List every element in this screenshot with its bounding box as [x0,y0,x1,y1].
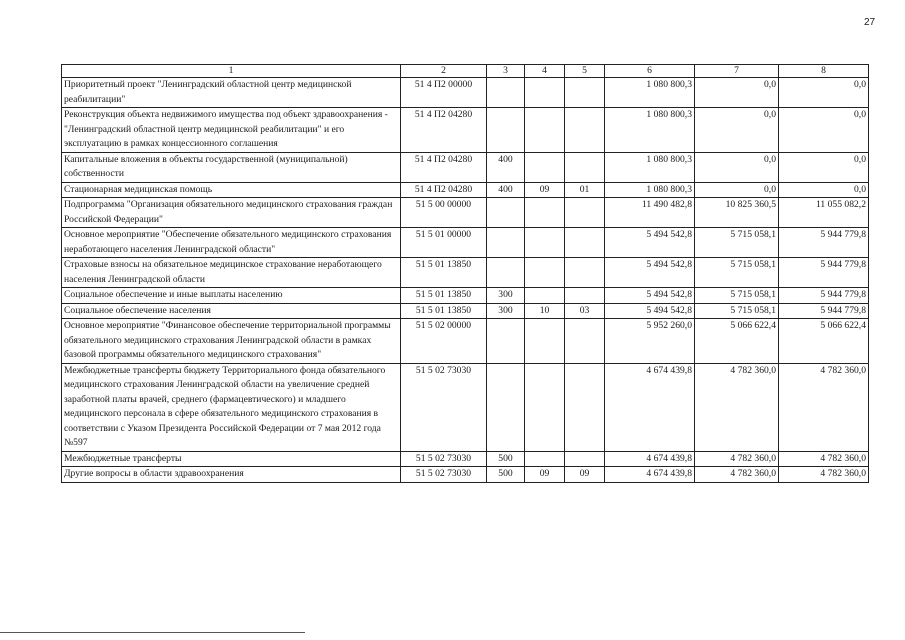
row-rz: 10 [525,303,565,319]
row-amount-year2: 4 782 360,0 [695,363,779,451]
budget-table [61,64,869,483]
table-row [62,451,869,467]
table-row [62,363,869,451]
row-pr: 09 [565,467,605,483]
row-name: Подпрограмма "Организация обязательного медицинского страхования граждан Российской Федерации" [62,198,401,228]
row-vr: 500 [487,451,525,467]
table-row [62,228,869,258]
row-amount-year3: 0,0 [779,108,869,153]
row-pr [565,319,605,364]
row-code: 51 4 П2 04280 [401,108,487,153]
row-vr: 400 [487,182,525,198]
row-vr [487,198,525,228]
row-code: 51 5 02 73030 [401,467,487,483]
row-code: 51 4 П2 00000 [401,78,487,108]
row-amount-year3: 5 944 779,8 [779,228,869,258]
row-pr [565,78,605,108]
row-vr [487,228,525,258]
column-header-year3: 8 [779,65,869,78]
column-header-vr: 3 [487,65,525,78]
row-rz [525,258,565,288]
bottom-divider [0,632,305,633]
column-header-rz: 4 [525,65,565,78]
row-amount-year1: 5 952 260,0 [605,319,695,364]
row-amount-year2: 0,0 [695,152,779,182]
row-amount-year2: 0,0 [695,108,779,153]
table-body [62,78,869,483]
row-name: Основное мероприятие "Финансовое обеспечение территориальной программы обязательного медицинского страхования Ленинградской области в рамках базовой программы обязательного медицинского страхования" [62,319,401,364]
table-row [62,319,869,364]
row-pr [565,258,605,288]
row-code: 51 5 01 00000 [401,228,487,258]
table-header [62,65,869,78]
table-row [62,152,869,182]
column-header-name: 1 [62,65,401,78]
table-row [62,198,869,228]
row-rz [525,78,565,108]
column-header-year1: 6 [605,65,695,78]
row-rz [525,288,565,304]
row-amount-year3: 11 055 082,2 [779,198,869,228]
row-pr [565,108,605,153]
column-header-year2: 7 [695,65,779,78]
column-number-row [62,65,869,78]
row-amount-year3: 0,0 [779,78,869,108]
row-vr [487,319,525,364]
row-amount-year3: 5 944 779,8 [779,288,869,304]
row-vr: 500 [487,467,525,483]
row-vr [487,258,525,288]
row-amount-year1: 1 080 800,3 [605,152,695,182]
row-pr [565,363,605,451]
row-rz [525,152,565,182]
row-vr [487,108,525,153]
row-amount-year2: 0,0 [695,182,779,198]
table-row [62,182,869,198]
column-header-code: 2 [401,65,487,78]
row-name: Межбюджетные трансферты [62,451,401,467]
row-code: 51 5 01 13850 [401,303,487,319]
row-amount-year1: 4 674 439,8 [605,467,695,483]
row-rz: 09 [525,467,565,483]
table-row [62,303,869,319]
row-amount-year3: 4 782 360,0 [779,363,869,451]
row-name: Социальное обеспечение населения [62,303,401,319]
row-rz [525,228,565,258]
row-vr: 400 [487,152,525,182]
row-name: Реконструкция объекта недвижимого имущества под объект здравоохранения - "Ленинградский областной центр медицинской реабилитации" и его эксплуатацию в рамках концессионного соглашения [62,108,401,153]
row-amount-year1: 1 080 800,3 [605,182,695,198]
row-amount-year3: 5 944 779,8 [779,258,869,288]
row-name: Стационарная медицинская помощь [62,182,401,198]
table-row [62,108,869,153]
row-amount-year2: 0,0 [695,78,779,108]
table-row [62,258,869,288]
row-pr: 03 [565,303,605,319]
table-row [62,288,869,304]
row-amount-year3: 4 782 360,0 [779,467,869,483]
row-vr: 300 [487,288,525,304]
table-row [62,78,869,108]
row-amount-year1: 1 080 800,3 [605,78,695,108]
row-name: Основное мероприятие "Обеспечение обязательного медицинского страхования неработающего населения Ленинградской области" [62,228,401,258]
row-name: Приоритетный проект "Ленинградский областной центр медицинской реабилитации" [62,78,401,108]
row-vr: 300 [487,303,525,319]
row-amount-year2: 5 066 622,4 [695,319,779,364]
row-rz [525,108,565,153]
row-code: 51 4 П2 04280 [401,182,487,198]
row-name: Капитальные вложения в объекты государственной (муниципальной) собственности [62,152,401,182]
row-vr [487,363,525,451]
row-code: 51 5 02 00000 [401,319,487,364]
row-amount-year2: 5 715 058,1 [695,288,779,304]
row-vr [487,78,525,108]
row-amount-year3: 0,0 [779,152,869,182]
row-name: Социальное обеспечение и иные выплаты населению [62,288,401,304]
row-amount-year1: 1 080 800,3 [605,108,695,153]
row-code: 51 5 00 00000 [401,198,487,228]
row-rz [525,451,565,467]
row-amount-year2: 10 825 360,5 [695,198,779,228]
row-amount-year1: 5 494 542,8 [605,303,695,319]
row-amount-year2: 5 715 058,1 [695,303,779,319]
row-pr [565,152,605,182]
row-amount-year1: 4 674 439,8 [605,363,695,451]
table-row [62,467,869,483]
row-amount-year2: 4 782 360,0 [695,451,779,467]
row-code: 51 5 01 13850 [401,258,487,288]
row-code: 51 5 01 13850 [401,288,487,304]
row-amount-year2: 5 715 058,1 [695,228,779,258]
row-amount-year1: 5 494 542,8 [605,288,695,304]
row-name: Страховые взносы на обязательное медицинское страхование неработающего населения Ленинградской области [62,258,401,288]
row-amount-year2: 5 715 058,1 [695,258,779,288]
row-code: 51 5 02 73030 [401,451,487,467]
row-amount-year3: 4 782 360,0 [779,451,869,467]
row-name: Межбюджетные трансферты бюджету Территориального фонда обязательного медицинского страхования Ленинградской области на увеличение средней заработной платы врачей, среднего (фармацевтического) и младшего медицинского персонала в сфере обязательного медицинского страхования в соответствии с Указом Президента Российской Федерации от 7 мая 2012 года №597 [62,363,401,451]
row-pr [565,228,605,258]
row-name: Другие вопросы в области здравоохранения [62,467,401,483]
row-rz [525,363,565,451]
row-pr [565,451,605,467]
row-pr [565,198,605,228]
row-pr: 01 [565,182,605,198]
row-amount-year1: 11 490 482,8 [605,198,695,228]
row-amount-year1: 5 494 542,8 [605,228,695,258]
row-amount-year3: 5 944 779,8 [779,303,869,319]
row-amount-year1: 4 674 439,8 [605,451,695,467]
row-amount-year3: 5 066 622,4 [779,319,869,364]
row-rz [525,319,565,364]
row-pr [565,288,605,304]
row-amount-year1: 5 494 542,8 [605,258,695,288]
row-amount-year3: 0,0 [779,182,869,198]
column-header-pr: 5 [565,65,605,78]
row-rz: 09 [525,182,565,198]
row-amount-year2: 4 782 360,0 [695,467,779,483]
row-rz [525,198,565,228]
row-code: 51 5 02 73030 [401,363,487,451]
row-code: 51 4 П2 04280 [401,152,487,182]
page-number: 27 [864,17,876,28]
